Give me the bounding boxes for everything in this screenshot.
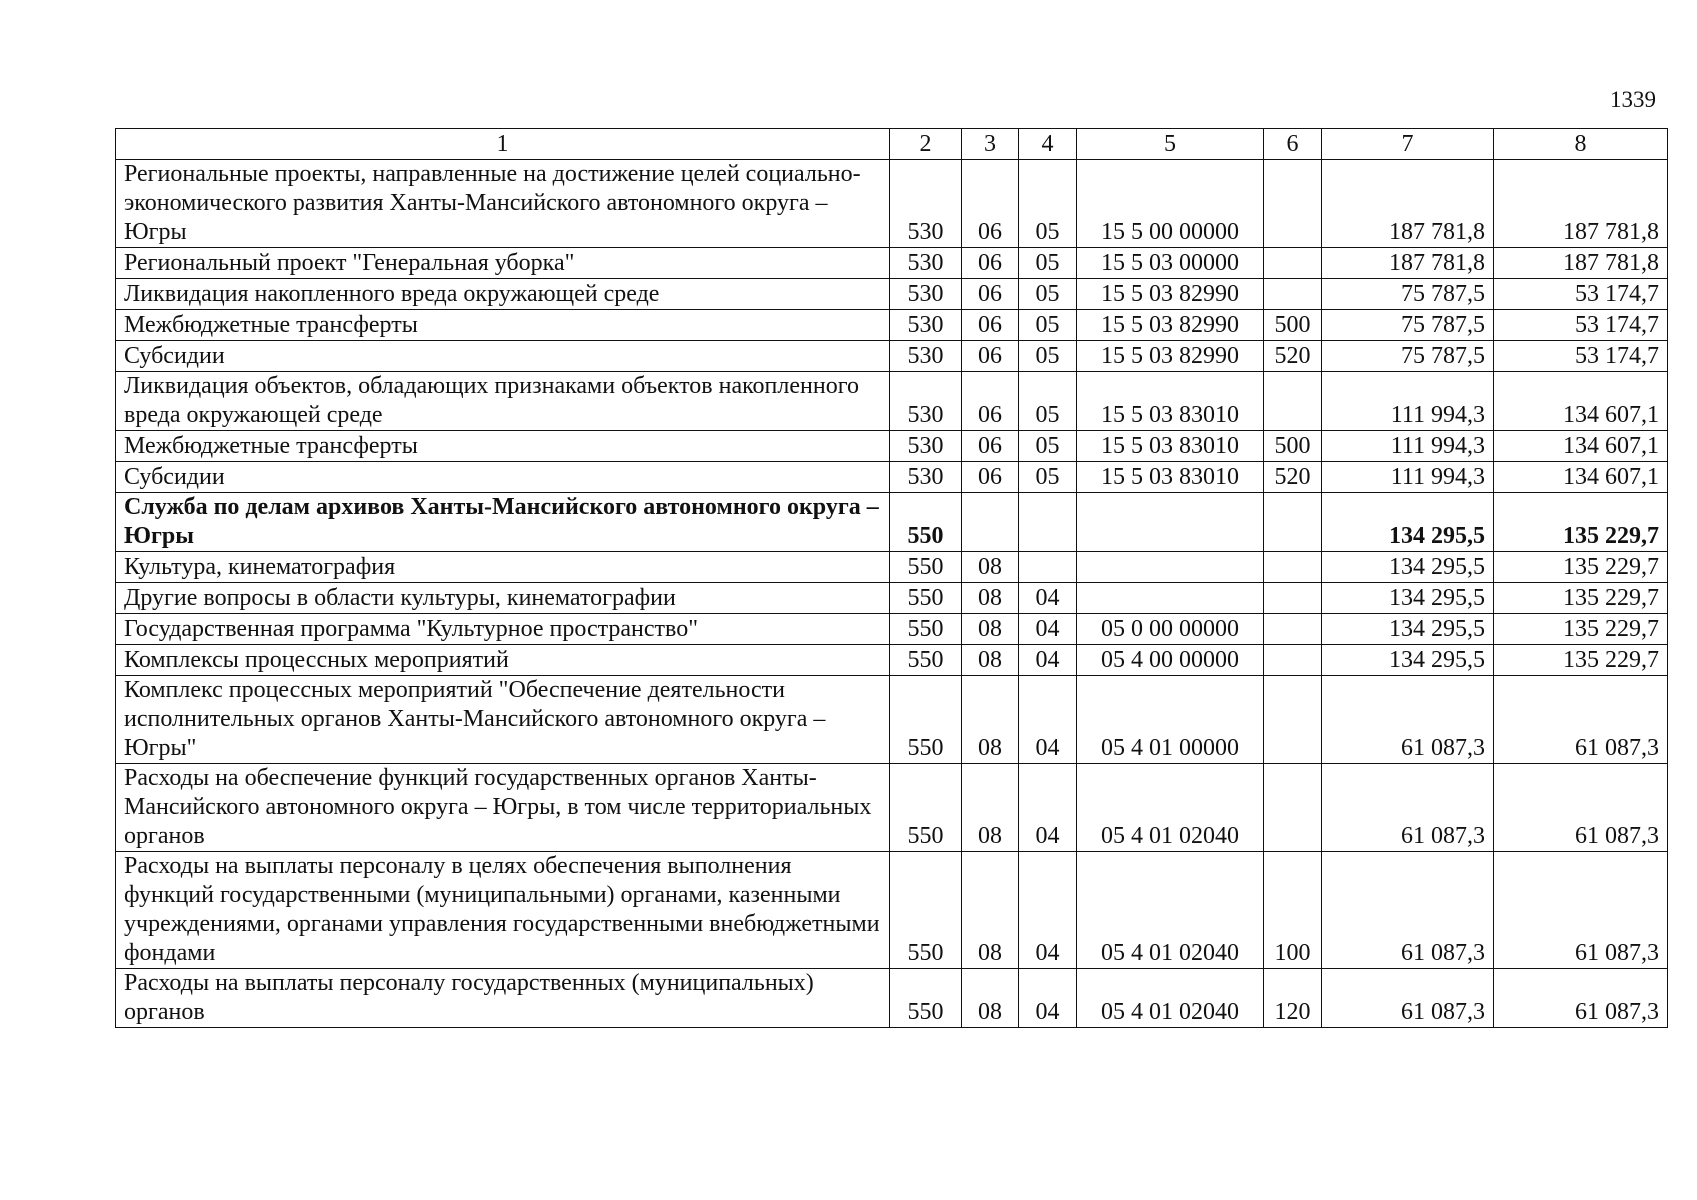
table-row (116, 310, 1668, 341)
ministry-code-cell: 530 (890, 431, 962, 462)
target-article-cell: 15 5 03 83010 (1077, 462, 1264, 493)
amount-year1-cell: 134 295,5 (1322, 614, 1494, 645)
amount-year2-cell: 53 174,7 (1494, 341, 1668, 372)
row-name-cell: Субсидии (116, 341, 890, 372)
section-code-cell: 08 (962, 583, 1019, 614)
amount-year1-cell: 111 994,3 (1322, 372, 1494, 431)
expense-type-cell: 520 (1264, 341, 1322, 372)
amount-year2-cell: 134 607,1 (1494, 431, 1668, 462)
row-name-cell: Межбюджетные трансферты (116, 310, 890, 341)
header-cell-1: 1 (116, 129, 890, 160)
expense-type-cell: 520 (1264, 462, 1322, 493)
section-code-cell: 08 (962, 676, 1019, 764)
target-article-cell: 15 5 03 82990 (1077, 310, 1264, 341)
amount-year1-cell: 187 781,8 (1322, 248, 1494, 279)
row-name-cell: Региональный проект "Генеральная уборка" (116, 248, 890, 279)
target-article-cell: 15 5 03 00000 (1077, 248, 1264, 279)
subsection-code-cell: 05 (1019, 248, 1077, 279)
target-article-cell: 05 4 01 02040 (1077, 764, 1264, 852)
ministry-code-cell: 550 (890, 645, 962, 676)
section-code-cell: 08 (962, 764, 1019, 852)
row-name-cell: Расходы на выплаты персоналу государственных (муниципальных) органов (116, 969, 890, 1028)
row-name-cell: Субсидии (116, 462, 890, 493)
subsection-code-cell: 04 (1019, 676, 1077, 764)
subsection-code-cell: 05 (1019, 372, 1077, 431)
ministry-code-cell: 530 (890, 462, 962, 493)
amount-year1-cell: 61 087,3 (1322, 852, 1494, 969)
subsection-code-cell: 04 (1019, 969, 1077, 1028)
amount-year2-cell: 53 174,7 (1494, 310, 1668, 341)
table-row (116, 493, 1668, 552)
header-cell-3: 3 (962, 129, 1019, 160)
section-code-cell: 06 (962, 248, 1019, 279)
amount-year2-cell: 61 087,3 (1494, 969, 1668, 1028)
expense-type-cell (1264, 493, 1322, 552)
ministry-code-cell: 530 (890, 310, 962, 341)
expense-type-cell (1264, 645, 1322, 676)
amount-year1-cell: 134 295,5 (1322, 552, 1494, 583)
table-row (116, 372, 1668, 431)
amount-year1-cell: 111 994,3 (1322, 431, 1494, 462)
amount-year2-cell: 53 174,7 (1494, 279, 1668, 310)
table-row (116, 552, 1668, 583)
ministry-code-cell: 550 (890, 493, 962, 552)
subsection-code-cell: 05 (1019, 279, 1077, 310)
expense-type-cell (1264, 248, 1322, 279)
amount-year1-cell: 75 787,5 (1322, 279, 1494, 310)
amount-year2-cell: 135 229,7 (1494, 614, 1668, 645)
section-code-cell: 08 (962, 969, 1019, 1028)
section-code-cell: 06 (962, 279, 1019, 310)
target-article-cell: 15 5 03 83010 (1077, 431, 1264, 462)
row-name-cell: Комплекс процессных мероприятий "Обеспечение деятельности исполнительных органов Ханты-Мансийского автономного округа – Югры" (116, 676, 890, 764)
table-row (116, 583, 1668, 614)
expense-type-cell (1264, 160, 1322, 248)
header-cell-8: 8 (1494, 129, 1668, 160)
section-code-cell: 06 (962, 160, 1019, 248)
subsection-code-cell: 05 (1019, 462, 1077, 493)
ministry-code-cell: 530 (890, 248, 962, 279)
table-row (116, 248, 1668, 279)
target-article-cell: 15 5 03 82990 (1077, 341, 1264, 372)
ministry-code-cell: 530 (890, 372, 962, 431)
target-article-cell: 05 4 01 00000 (1077, 676, 1264, 764)
row-name-cell: Расходы на выплаты персоналу в целях обеспечения выполнения функций государственными (муниципальными) органами, казенными учреждениями, органами управления государственными внебюджетными фондами (116, 852, 890, 969)
table-row (116, 341, 1668, 372)
expense-type-cell (1264, 764, 1322, 852)
subsection-code-cell: 04 (1019, 614, 1077, 645)
target-article-cell: 15 5 03 82990 (1077, 279, 1264, 310)
row-name-cell: Комплексы процессных мероприятий (116, 645, 890, 676)
target-article-cell: 15 5 03 83010 (1077, 372, 1264, 431)
subsection-code-cell (1019, 552, 1077, 583)
amount-year1-cell: 134 295,5 (1322, 583, 1494, 614)
expense-type-cell (1264, 676, 1322, 764)
section-code-cell: 06 (962, 341, 1019, 372)
target-article-cell (1077, 552, 1264, 583)
table-body (116, 129, 1668, 1028)
expense-type-cell: 120 (1264, 969, 1322, 1028)
expense-type-cell (1264, 552, 1322, 583)
subsection-code-cell: 05 (1019, 160, 1077, 248)
row-name-cell: Культура, кинематография (116, 552, 890, 583)
expense-type-cell (1264, 279, 1322, 310)
amount-year1-cell: 61 087,3 (1322, 764, 1494, 852)
ministry-code-cell: 530 (890, 279, 962, 310)
row-name-cell: Расходы на обеспечение функций государственных органов Ханты-Мансийского автономного округа – Югры, в том числе территориальных органов (116, 764, 890, 852)
expense-type-cell (1264, 583, 1322, 614)
expense-type-cell: 500 (1264, 310, 1322, 341)
amount-year2-cell: 134 607,1 (1494, 462, 1668, 493)
section-code-cell: 06 (962, 431, 1019, 462)
page-number: 1339 (1610, 87, 1656, 112)
row-name-cell: Государственная программа "Культурное пространство" (116, 614, 890, 645)
amount-year2-cell: 61 087,3 (1494, 852, 1668, 969)
amount-year2-cell: 61 087,3 (1494, 676, 1668, 764)
amount-year2-cell: 187 781,8 (1494, 160, 1668, 248)
amount-year2-cell: 61 087,3 (1494, 764, 1668, 852)
ministry-code-cell: 550 (890, 552, 962, 583)
ministry-code-cell: 550 (890, 614, 962, 645)
target-article-cell (1077, 493, 1264, 552)
row-name-cell: Другие вопросы в области культуры, кинематографии (116, 583, 890, 614)
amount-year1-cell: 111 994,3 (1322, 462, 1494, 493)
amount-year2-cell: 135 229,7 (1494, 552, 1668, 583)
subsection-code-cell: 04 (1019, 645, 1077, 676)
amount-year1-cell: 75 787,5 (1322, 341, 1494, 372)
ministry-code-cell: 550 (890, 676, 962, 764)
target-article-cell: 05 4 00 00000 (1077, 645, 1264, 676)
section-code-cell: 08 (962, 614, 1019, 645)
row-name-cell: Служба по делам архивов Ханты-Мансийского автономного округа – Югры (116, 493, 890, 552)
amount-year1-cell: 61 087,3 (1322, 969, 1494, 1028)
ministry-code-cell: 550 (890, 969, 962, 1028)
ministry-code-cell: 530 (890, 160, 962, 248)
expense-type-cell (1264, 614, 1322, 645)
amount-year1-cell: 75 787,5 (1322, 310, 1494, 341)
section-code-cell: 08 (962, 852, 1019, 969)
header-cell-6: 6 (1264, 129, 1322, 160)
section-code-cell (962, 493, 1019, 552)
target-article-cell: 15 5 00 00000 (1077, 160, 1264, 248)
section-code-cell: 06 (962, 372, 1019, 431)
subsection-code-cell: 05 (1019, 341, 1077, 372)
target-article-cell: 05 0 00 00000 (1077, 614, 1264, 645)
table-row (116, 431, 1668, 462)
amount-year1-cell: 134 295,5 (1322, 493, 1494, 552)
subsection-code-cell: 04 (1019, 852, 1077, 969)
amount-year2-cell: 135 229,7 (1494, 493, 1668, 552)
expense-type-cell: 100 (1264, 852, 1322, 969)
expense-type-cell (1264, 372, 1322, 431)
header-cell-5: 5 (1077, 129, 1264, 160)
target-article-cell: 05 4 01 02040 (1077, 969, 1264, 1028)
subsection-code-cell: 05 (1019, 310, 1077, 341)
subsection-code-cell: 05 (1019, 431, 1077, 462)
row-name-cell: Региональные проекты, направленные на достижение целей социально-экономического развития Ханты-Мансийского автономного округа – Югры (116, 160, 890, 248)
amount-year1-cell: 134 295,5 (1322, 645, 1494, 676)
table-row (116, 614, 1668, 645)
section-code-cell: 08 (962, 552, 1019, 583)
table-row (116, 969, 1668, 1028)
ministry-code-cell: 550 (890, 764, 962, 852)
expense-type-cell: 500 (1264, 431, 1322, 462)
amount-year1-cell: 187 781,8 (1322, 160, 1494, 248)
table-row (116, 462, 1668, 493)
section-code-cell: 06 (962, 462, 1019, 493)
subsection-code-cell (1019, 493, 1077, 552)
header-cell-4: 4 (1019, 129, 1077, 160)
table-row (116, 852, 1668, 969)
table-row (116, 676, 1668, 764)
amount-year2-cell: 187 781,8 (1494, 248, 1668, 279)
budget-table (115, 128, 1668, 1028)
subsection-code-cell: 04 (1019, 764, 1077, 852)
table-row (116, 764, 1668, 852)
ministry-code-cell: 550 (890, 583, 962, 614)
section-code-cell: 06 (962, 310, 1019, 341)
table-header-row (116, 129, 1668, 160)
target-article-cell (1077, 583, 1264, 614)
amount-year2-cell: 135 229,7 (1494, 645, 1668, 676)
row-name-cell: Ликвидация накопленного вреда окружающей среде (116, 279, 890, 310)
amount-year2-cell: 135 229,7 (1494, 583, 1668, 614)
header-cell-7: 7 (1322, 129, 1494, 160)
table-row (116, 279, 1668, 310)
header-cell-2: 2 (890, 129, 962, 160)
amount-year2-cell: 134 607,1 (1494, 372, 1668, 431)
row-name-cell: Межбюджетные трансферты (116, 431, 890, 462)
row-name-cell: Ликвидация объектов, обладающих признаками объектов накопленного вреда окружающей среде (116, 372, 890, 431)
ministry-code-cell: 550 (890, 852, 962, 969)
target-article-cell: 05 4 01 02040 (1077, 852, 1264, 969)
amount-year1-cell: 61 087,3 (1322, 676, 1494, 764)
table-row (116, 160, 1668, 248)
ministry-code-cell: 530 (890, 341, 962, 372)
subsection-code-cell: 04 (1019, 583, 1077, 614)
table-row (116, 645, 1668, 676)
section-code-cell: 08 (962, 645, 1019, 676)
